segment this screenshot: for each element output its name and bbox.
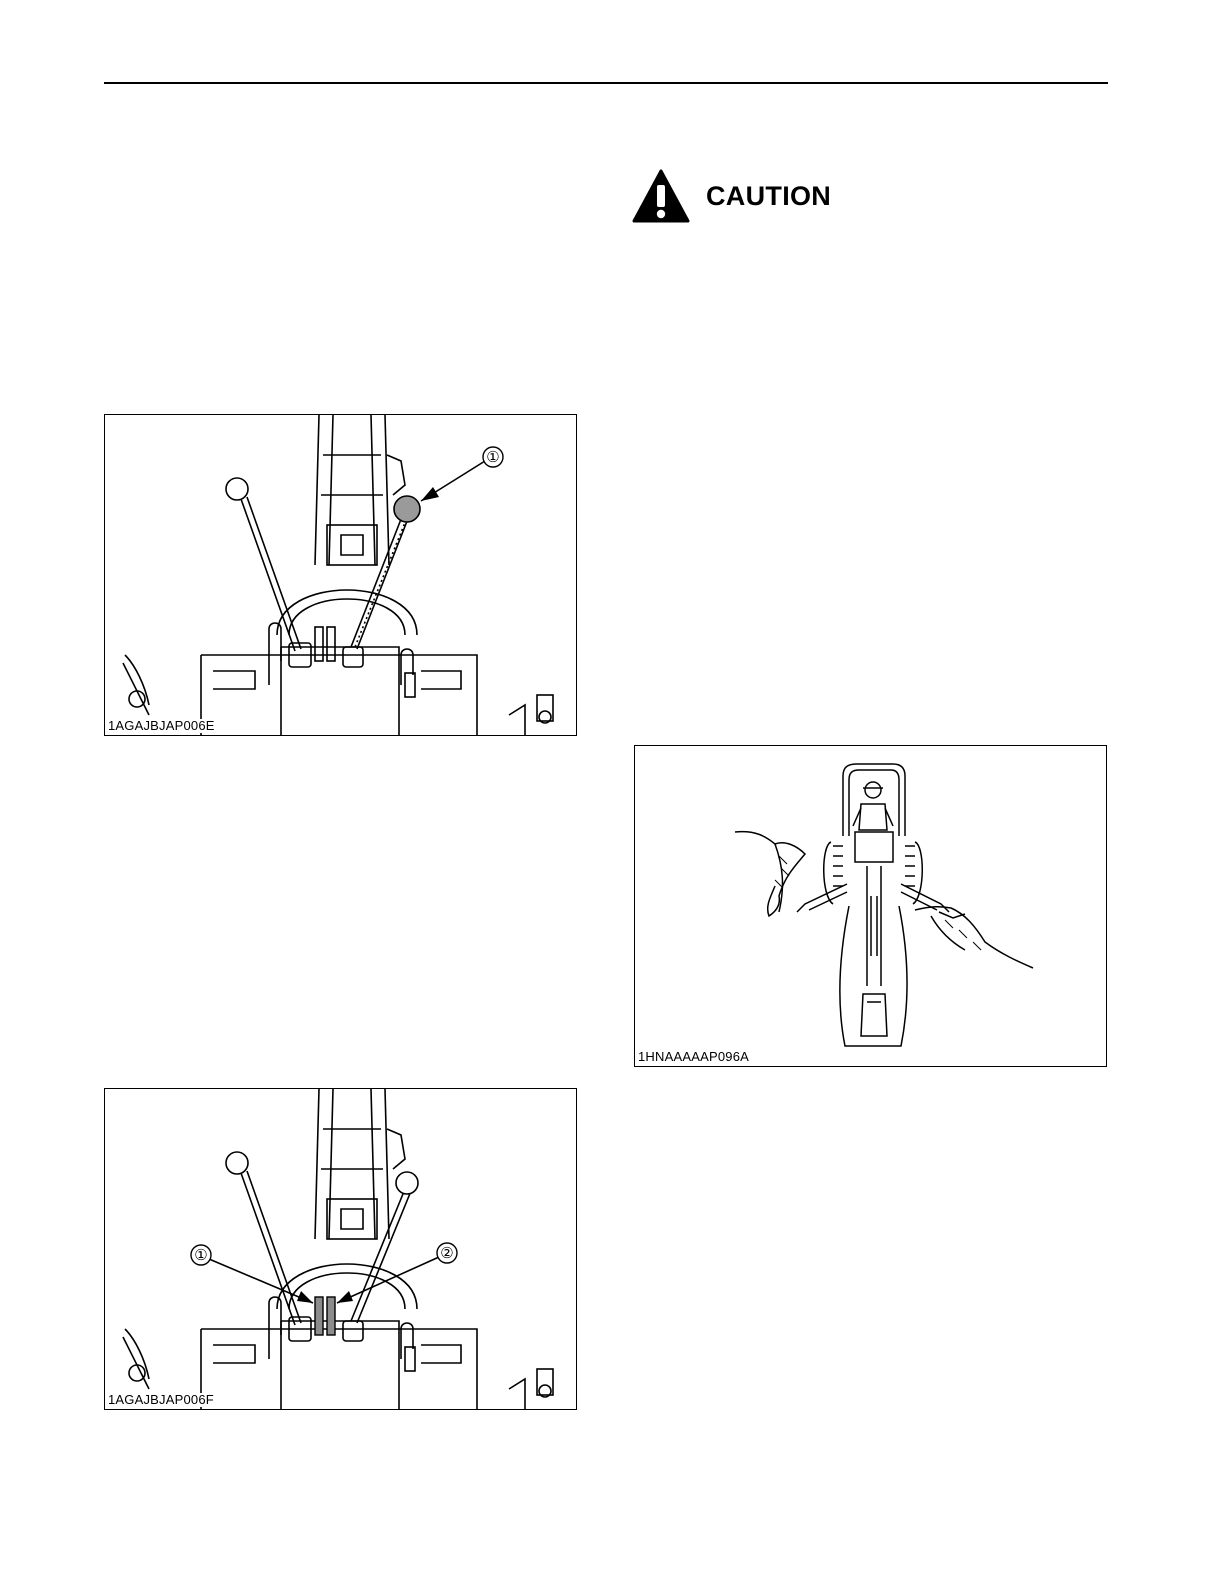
caution-block bbox=[632, 168, 831, 224]
callout-1: ① bbox=[194, 1247, 208, 1264]
caution-label: CAUTION bbox=[706, 180, 832, 211]
figure-lever-lock bbox=[104, 414, 577, 736]
figure-lever-stops bbox=[104, 1088, 577, 1410]
figure-trench-digging bbox=[634, 745, 1107, 1067]
warning-triangle-icon bbox=[632, 169, 690, 223]
backhoe-controls-illustration bbox=[105, 415, 576, 735]
header-rule bbox=[104, 82, 1108, 84]
backhoe-controls-illustration bbox=[105, 1089, 576, 1409]
figure-code: 1AGAJBJAP006E bbox=[108, 718, 215, 733]
callout-2: ② bbox=[440, 1245, 454, 1262]
figure-code: 1HNAAAAAP096A bbox=[638, 1049, 749, 1064]
figure-code: 1AGAJBJAP006F bbox=[108, 1392, 214, 1407]
callout-1: ① bbox=[486, 449, 500, 466]
tractor-backhoe-trench-illustration bbox=[635, 746, 1106, 1066]
